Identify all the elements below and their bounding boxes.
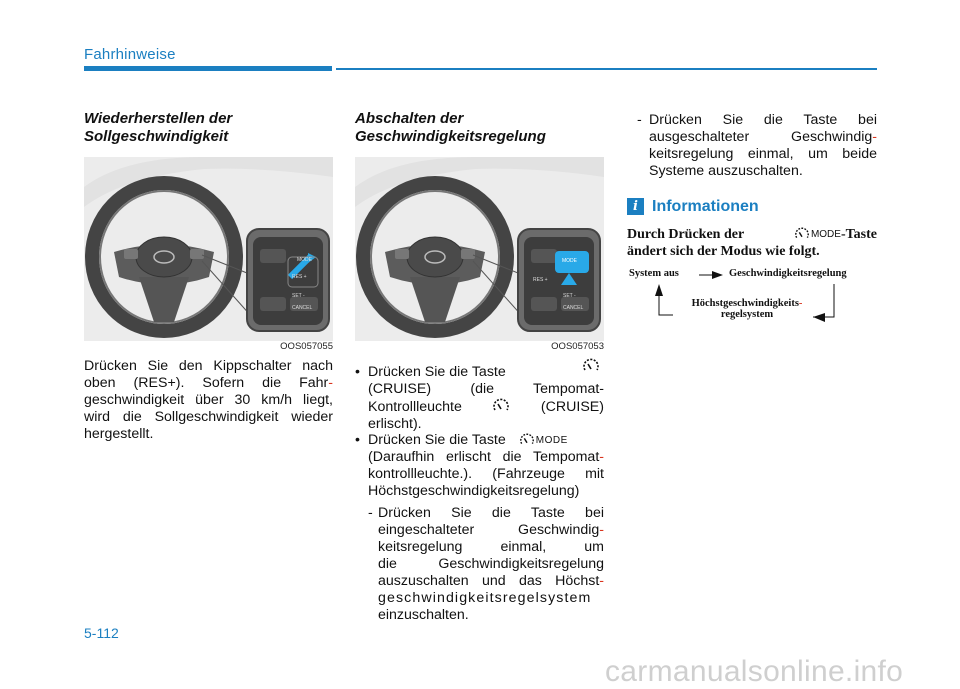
switch-label-res: RES +	[533, 277, 548, 283]
cruise-icon	[518, 433, 536, 449]
heading-cruise-off: Abschalten der Geschwindigkeitsregelung	[355, 110, 546, 145]
bullet-dot: •	[355, 364, 360, 380]
switch-label-set: SET -	[292, 293, 305, 299]
steering-wheel-illustration	[355, 157, 604, 341]
info-text: Durch Drücken der MODE -Taste ändert sich der Modus wie folgt.	[627, 227, 877, 259]
bullet-cruise-button: Drücken Sie die Taste (CRUISE) (die Tempomat- Kontrollleuchte (CRUISE) erlischt).	[368, 364, 604, 433]
state-speed-limiter: Höchstgeschwindigkeits- regelsystem	[691, 298, 803, 320]
watermark: carmanualsonline.info	[605, 655, 904, 688]
page-number: 5-112	[84, 625, 119, 641]
steering-wheel-photo-2	[355, 157, 604, 341]
cruise-mode-icon: MODE	[518, 432, 568, 449]
image-code-2: OOS057053	[551, 341, 604, 352]
header-rule-thin	[336, 68, 877, 70]
info-icon: i	[627, 198, 644, 215]
state-cruise-control: Geschwindigkeitsregelung	[729, 268, 847, 279]
switch-label-res: RES +	[292, 274, 307, 280]
section-title: Fahrhinweise	[84, 46, 176, 63]
sub-bullet-off: Drücken Sie die Taste bei ausgeschalteter Geschwindig- keitsregelung einmal, um beide Systeme auszuschalten.	[649, 112, 877, 179]
restore-paragraph: Drücken Sie den Kippschalter nach oben (RES+). Sofern die Fahr- geschwindigkeit über 30 km/h liegt, wird die Sollgeschwindigkeit wieder hergestellt.	[84, 358, 333, 442]
cruise-icon	[492, 398, 510, 416]
image-code-1: OOS057055	[280, 341, 333, 352]
cruise-icon	[793, 227, 811, 243]
info-title: Informationen	[652, 198, 759, 215]
switch-label-cancel: CANCEL	[563, 305, 584, 311]
sub-bullet-dash: -	[368, 505, 373, 521]
steering-wheel-photo-1	[84, 157, 333, 341]
switch-label-mode: MODE	[297, 257, 312, 263]
bullet-mode-button: Drücken Sie die Taste MODE (Daraufhin erlischt die Tempomat- kontrollleuchte.). (Fahrzeuge mit Höchstgeschwindigkeitsregelung)	[368, 432, 604, 499]
bullet-dot: •	[355, 432, 360, 448]
header-rule-thick	[84, 66, 332, 71]
mode-cycle-diagram	[627, 266, 877, 336]
cruise-icon	[582, 358, 600, 376]
switch-label-mode: MODE	[562, 258, 577, 264]
switch-label-cancel: CANCEL	[292, 305, 313, 311]
state-system-off: System aus	[629, 268, 679, 279]
cruise-mode-icon: MODE -Taste	[793, 226, 877, 243]
steering-wheel-illustration	[84, 157, 333, 341]
sub-bullet-dash: -	[637, 112, 642, 128]
heading-restore-speed: Wiederherstellen der Sollgeschwindigkeit	[84, 110, 233, 145]
sub-bullet-on: Drücken Sie die Taste bei eingeschalteter Geschwindig- keitsregelung einmal, um die Geschwindigkeitsregelung auszuschalten und das Höchst- geschwindigkeitsregelsystem einzuschalten.	[378, 505, 604, 623]
switch-label-set: SET -	[563, 293, 576, 299]
